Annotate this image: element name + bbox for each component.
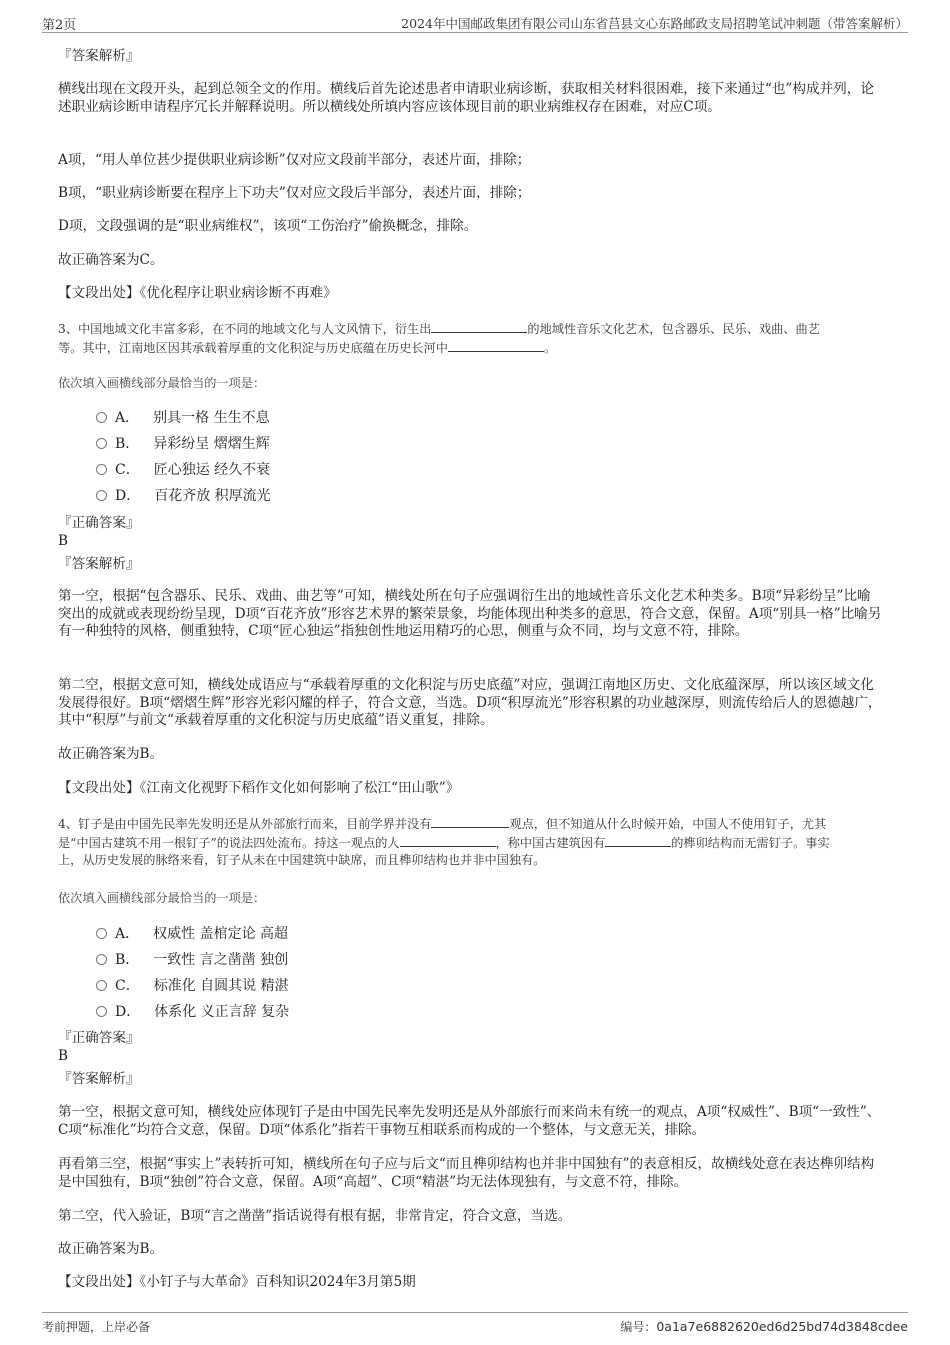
question-prompt: 依次填入画横线部分最恰当的一项是： (58, 376, 266, 390)
radio-icon[interactable] (96, 980, 107, 991)
option-label: D． (115, 1004, 141, 1020)
stem-text: 4、钉子是由中国先民率先发明还是从外部旅行而来，目前学界并没有 (58, 817, 432, 831)
fill-blank (400, 834, 496, 847)
analysis-paragraph: A项，“用人单位甚少提供职业病诊断”仅对应文段前半部分，表述片面，排除； (58, 152, 531, 168)
fill-blank (431, 815, 509, 828)
stem-text: 。 (544, 340, 557, 355)
analysis-paragraph: D项，文段强调的是“职业病维权”，该项“工伤治疗”偷换概念，排除。 (58, 218, 478, 234)
option-label: C． (115, 462, 140, 478)
question-stem (58, 320, 894, 357)
radio-icon[interactable] (96, 464, 107, 475)
stem-text: 等。其中，江南地区因其承载着厚重的文化积淀与历史底蕴在历史长河中 (58, 340, 448, 355)
footer-slogan: 考前押题，上岸必备 (42, 1320, 151, 1334)
document-id-value: 0a1a7e6882620ed6d25bd74d3848cdee (656, 1319, 908, 1334)
analysis-paragraph: 第二空，根据文意可知，横线处成语应与“承载着厚重的文化积淀与历史底蕴”对应，强调江南地区历史、文化底蕴深厚，所以该区域文化发展得很好。B项“熠熠生辉”形容光彩闪耀的样子，符合文意，当选。D项“积厚流光”形容积累的功业越深厚，则流传给后人的恩德越广，其中“积厚”与前文“承载着厚重的文化积淀与历史底蕴”语义重复，排除。 (58, 677, 882, 728)
stem-text: 上，从历史发展的脉络来看，钉子从未在中国建筑中缺席，而且榫卯结构也并非中国独有。 (58, 853, 546, 867)
option-label: A． (115, 410, 140, 426)
analysis-paragraph: 再看第三空，根据“事实上”表转折可知，横线所在句子应与后文“而且榫卯结构也并非中国独有”的表意相反，故横线处意在表达榫卯结构是中国独有，B项“独创”符合文意，保留。A项“高超”、C项“精湛”均无法体现独有，与文意不符，排除。 (58, 1156, 875, 1190)
option-b[interactable] (96, 951, 288, 969)
stem-text: 是“中国古建筑不用一根钉子”的说法四处流布。持这一观点的人 (58, 835, 400, 850)
analysis-paragraph: 第二空，代入验证，B项“言之凿凿”指话说得有根有据，非常肯定，符合文意，当选。 (58, 1208, 572, 1224)
option-a[interactable] (96, 925, 288, 943)
option-d[interactable] (96, 487, 271, 505)
correct-answer-title: 『正确答案』 (58, 515, 140, 531)
option-label: A． (115, 926, 140, 942)
correct-answer: B (58, 533, 68, 549)
option-text: 匠心独运 经久不衰 (153, 462, 271, 478)
option-c[interactable] (96, 461, 270, 479)
answer-conclusion: 故正确答案为B。 (58, 746, 164, 762)
source-citation: 【文段出处】《优化程序让职业病诊断不再难》 (58, 285, 337, 301)
option-text: 标准化 自圆其说 精湛 (153, 978, 289, 994)
document-id-label: 编号： (620, 1320, 657, 1334)
answer-conclusion: 故正确答案为B。 (58, 1241, 164, 1257)
answer-conclusion: 故正确答案为C。 (58, 252, 164, 268)
fill-blank (431, 320, 527, 333)
document-id (620, 1318, 908, 1335)
stem-text: 的地域性音乐文化艺术，包含器乐、民乐、戏曲、曲艺 (527, 322, 820, 336)
radio-icon[interactable] (96, 1006, 107, 1017)
page-number: 第2页 (42, 18, 77, 33)
option-text: 百花齐放 积厚流光 (154, 488, 271, 504)
option-b[interactable] (96, 435, 270, 453)
option-text: 权威性 盖棺定论 高超 (153, 926, 289, 942)
document-title: 2024年中国邮政集团有限公司山东省莒县文心东路邮政支局招聘笔试冲刺题（带答案解析） (401, 16, 908, 31)
option-c[interactable] (96, 977, 289, 995)
fill-blank (605, 834, 671, 847)
radio-icon[interactable] (96, 438, 107, 449)
radio-icon[interactable] (96, 954, 107, 965)
option-label: B． (115, 952, 140, 968)
source-citation: 【文段出处】《江南文化视野下稻作文化如何影响了松江“田山歌”》 (58, 780, 460, 796)
option-label: D． (115, 488, 141, 504)
page-footer (42, 1312, 908, 1337)
fill-blank (448, 339, 544, 352)
option-text: 别具一格 生生不息 (153, 410, 270, 426)
analysis-title: 『答案解析』 (58, 556, 140, 572)
stem-text: 3、中国地域文化丰富多彩，在不同的地域文化与人文风情下，衍生出 (58, 322, 432, 336)
analysis-paragraph: 第一空，根据“包含器乐、民乐、戏曲、曲艺等”可知，横线处所在句子应强调衍生出的地域性音乐文化艺术种类多。B项“异彩纷呈”比喻突出的成就或表现纷纷呈现，D项“百花齐放”形容艺术界的繁荣景象，均能体现出种类多的意思，符合文意，保留。A项“别具一格”比喻另有一种独特的风格，侧重独特，C项“匠心独运”指独创性地运用精巧的心思，侧重与众不同，均与文意不符，排除。 (58, 588, 882, 639)
option-a[interactable] (96, 409, 270, 427)
stem-text: ，称中国古建筑因有 (495, 835, 606, 850)
analysis-paragraph: 横线出现在文段开头，起到总领全文的作用。横线后首先论述患者申请职业病诊断，获取相关材料很困难，接下来通过“也”构成并列，论述职业病诊断申请程序冗长并解释说明。所以横线处所填内容应该体现目前的职业病维权存在困难，对应C项。 (58, 81, 874, 115)
radio-icon[interactable] (96, 490, 107, 501)
question-prompt: 依次填入画横线部分最恰当的一项是： (58, 891, 266, 905)
analysis-paragraph: B项，“职业病诊断要在程序上下功夫”仅对应文段后半部分，表述片面，排除； (58, 185, 531, 201)
source-citation: 【文段出处】《小钉子与大革命》百科知识2024年3月第5期 (58, 1274, 416, 1290)
correct-answer-title: 『正确答案』 (58, 1030, 140, 1046)
option-text: 一致性 言之凿凿 独创 (153, 952, 289, 968)
stem-text: 的榫卯结构而无需钉子。事实 (671, 835, 830, 850)
radio-icon[interactable] (96, 928, 107, 939)
option-text: 体系化 义正言辞 复杂 (154, 1004, 290, 1020)
analysis-title: 『答案解析』 (58, 48, 140, 64)
radio-icon[interactable] (96, 412, 107, 423)
analysis-title: 『答案解析』 (58, 1071, 140, 1087)
stem-text: 观点，但不知道从什么时候开始，中国人不使用钉子，尤其 (509, 817, 827, 831)
option-label: C． (115, 978, 140, 994)
question-stem (58, 815, 894, 870)
option-label: B． (115, 436, 140, 452)
analysis-paragraph: 第一空，根据文意可知，横线处应体现钉子是由中国先民率先发明还是从外部旅行而来尚未有统一的观点，A项“权威性”、B项“一致性”、C项“标准化”均符合文意，保留。D项“体系化”指若干事物互相联系而构成的一个整体，与文意无关，排除。 (58, 1104, 881, 1138)
option-text: 异彩纷呈 熠熠生辉 (153, 436, 270, 452)
option-d[interactable] (96, 1003, 289, 1021)
page-header (42, 10, 908, 33)
correct-answer: B (58, 1048, 68, 1064)
